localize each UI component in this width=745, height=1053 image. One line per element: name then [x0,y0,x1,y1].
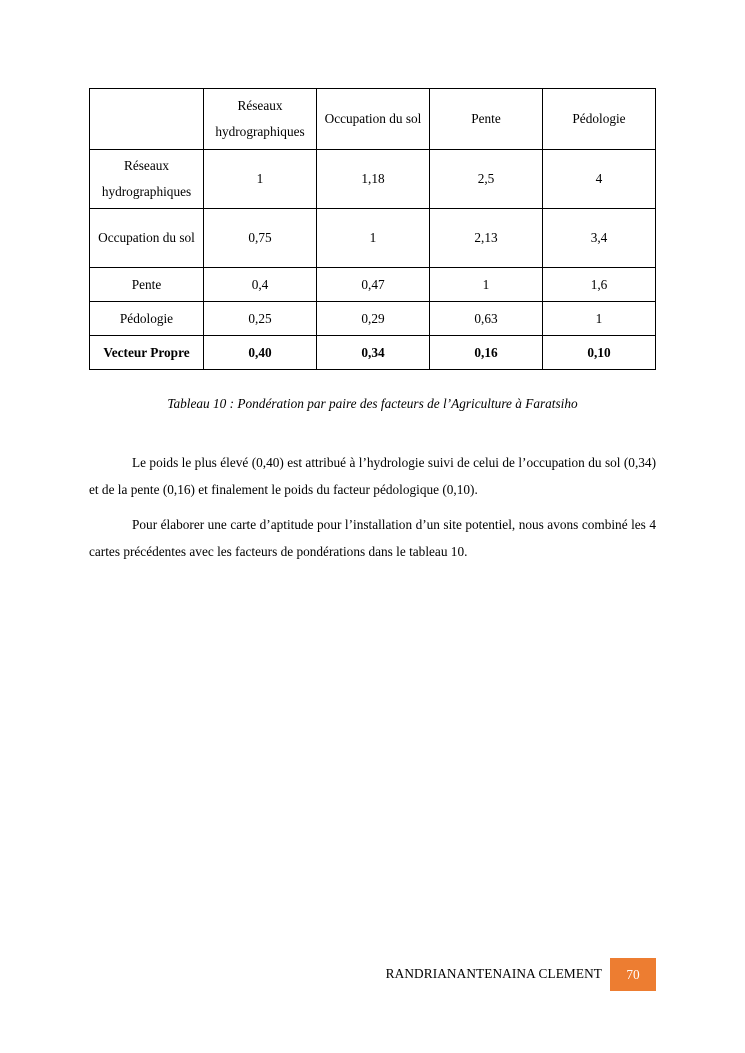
pairwise-weights-table [89,88,656,370]
table-row [90,150,656,209]
page-number-badge: 70 [610,958,656,991]
body-paragraph: Pour élaborer une carte d’aptitude pour l’installation d’un site potentiel, nous avons combiné les 4 cartes précédentes avec les facteurs de pondérations dans le tableau 10. [89,517,656,559]
table-caption: Tableau 10 : Pondération par paire des facteurs de l’Agriculture à Faratsiho [167,396,578,411]
body-paragraph: Le poids le plus élevé (0,40) est attribué à l’hydrologie suivi de celui de l’occupation du sol (0,34) et de la pente (0,16) et finalement le poids du facteur pédologique (0,10). [89,455,656,497]
table-cell: 4 [543,150,656,209]
table-cell: 1 [543,302,656,336]
table-cell: 1,6 [543,268,656,302]
table-cell: 1 [204,150,317,209]
table-header-row [90,89,656,150]
table-cell: 1,18 [317,150,430,209]
table-cell: 0,4 [204,268,317,302]
table-row [90,302,656,336]
footer-author: RANDRIANANTENAINA CLEMENT [385,966,602,981]
eigenvector-cell: 0,40 [204,336,317,370]
header-cell-empty [90,89,204,150]
table-cell: 0,25 [204,302,317,336]
table-row [90,209,656,268]
eigenvector-cell: 0,34 [317,336,430,370]
header-cell: Pédologie [543,89,656,150]
row-label: Pente [90,268,204,302]
header-cell: Réseaux hydrographiques [204,89,317,150]
table-cell: 0,75 [204,209,317,268]
table-cell: 3,4 [543,209,656,268]
row-label: Occupation du sol [90,209,204,268]
table-cell: 1 [317,209,430,268]
header-cell: Occupation du sol [317,89,430,150]
row-label: Réseaux hydrographiques [90,150,204,209]
row-label: Vecteur Propre [90,336,204,370]
table-cell: 2,5 [430,150,543,209]
header-cell: Pente [430,89,543,150]
table-cell: 0,47 [317,268,430,302]
eigenvector-row [90,336,656,370]
eigenvector-cell: 0,16 [430,336,543,370]
table-row [90,268,656,302]
table-cell: 0,29 [317,302,430,336]
row-label: Pédologie [90,302,204,336]
eigenvector-cell: 0,10 [543,336,656,370]
table-cell: 0,63 [430,302,543,336]
table-cell: 2,13 [430,209,543,268]
table-cell: 1 [430,268,543,302]
